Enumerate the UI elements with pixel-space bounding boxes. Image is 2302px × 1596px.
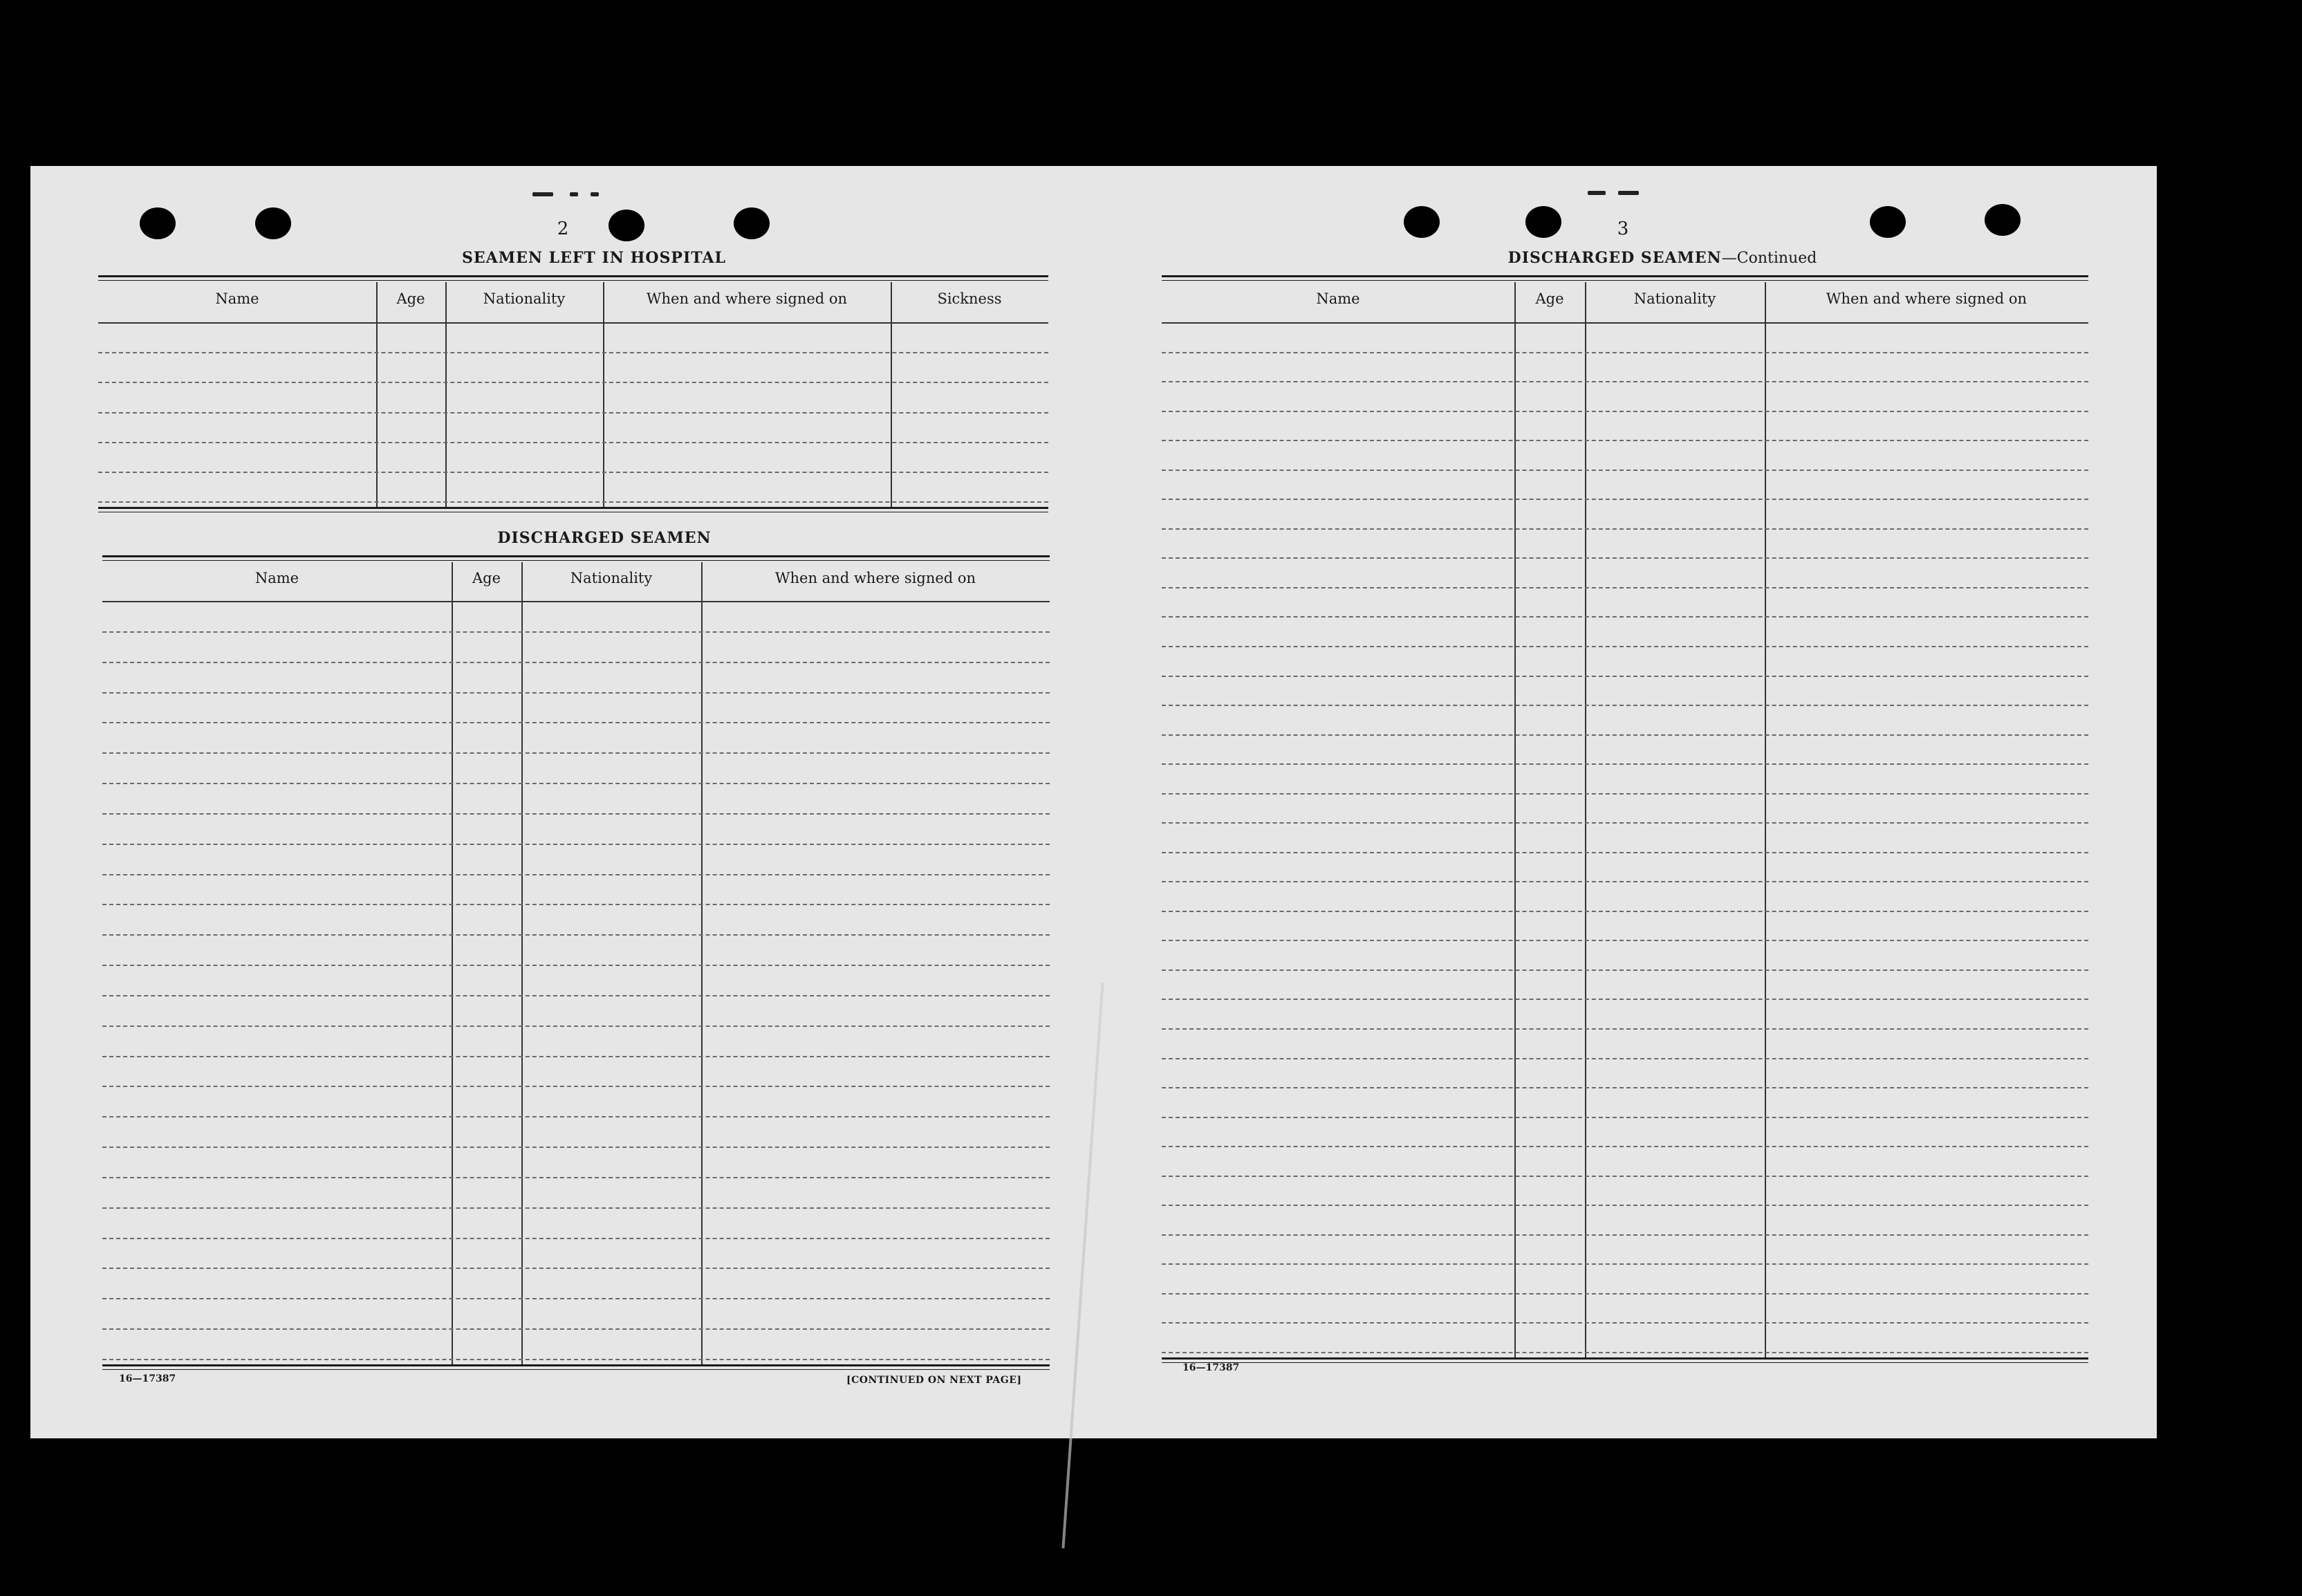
table-row xyxy=(1162,1146,2088,1147)
table-row xyxy=(102,783,1050,784)
table-row xyxy=(98,382,1048,383)
table-row xyxy=(1162,1058,2088,1059)
table-row xyxy=(1162,1293,2088,1295)
discharged-continued-title xyxy=(1427,249,1897,267)
table-row xyxy=(1162,499,2088,500)
page-number-left: 2 xyxy=(557,219,569,239)
table-row xyxy=(1162,1117,2088,1118)
table-row xyxy=(102,1328,1050,1330)
table-row xyxy=(102,1268,1050,1269)
ledger-sheet xyxy=(30,166,2157,1438)
table-row xyxy=(102,995,1050,996)
discharged-continued-table xyxy=(1162,275,2088,1357)
column-header: Age xyxy=(1535,290,1564,307)
column-divider xyxy=(521,562,523,1364)
column-header: When and where signed on xyxy=(774,570,976,586)
print-mark xyxy=(532,192,553,196)
table-bottom-rule xyxy=(98,507,1048,509)
table-row xyxy=(1162,1322,2088,1324)
hospital-table xyxy=(98,275,1048,507)
column-header: Nationality xyxy=(483,290,566,307)
print-mark xyxy=(570,192,578,196)
continued-note: [CONTINUED ON NEXT PAGE] xyxy=(846,1375,1022,1386)
table-row xyxy=(102,1359,1050,1360)
table-row xyxy=(1162,616,2088,618)
section-title-text: DISCHARGED SEAMEN xyxy=(1507,249,1722,267)
table-row xyxy=(1162,587,2088,588)
table-top-rule xyxy=(102,555,1050,557)
punch-hole xyxy=(1525,206,1561,238)
table-row xyxy=(102,1177,1050,1178)
table-row xyxy=(98,352,1048,353)
column-divider xyxy=(701,562,703,1364)
table-row xyxy=(1162,646,2088,647)
punch-hole xyxy=(734,207,770,239)
table-row xyxy=(102,1086,1050,1087)
form-code-right: 16—17387 xyxy=(1182,1362,1240,1373)
column-header: When and where signed on xyxy=(646,290,848,307)
table-row xyxy=(1162,352,2088,353)
table-row xyxy=(1162,1263,2088,1265)
column-divider xyxy=(452,562,453,1364)
table-row xyxy=(102,1298,1050,1299)
table-row xyxy=(102,1207,1050,1209)
table-row xyxy=(102,1026,1050,1027)
table-top-rule xyxy=(1162,275,2088,277)
form-code-left: 16—17387 xyxy=(119,1373,176,1384)
table-row xyxy=(98,412,1048,414)
print-mark xyxy=(591,192,599,196)
table-row xyxy=(1162,822,2088,824)
discharged-table xyxy=(102,555,1050,1364)
table-row xyxy=(1162,734,2088,736)
section-title-suffix: —Continued xyxy=(1721,250,1817,267)
table-row xyxy=(1162,763,2088,765)
column-header: Name xyxy=(1316,290,1360,307)
column-header: Age xyxy=(472,570,501,586)
table-row xyxy=(102,692,1050,694)
table-row xyxy=(1162,676,2088,677)
table-row xyxy=(102,965,1050,966)
column-divider xyxy=(445,282,447,507)
column-divider xyxy=(376,282,378,507)
table-row xyxy=(1162,470,2088,471)
column-header: Age xyxy=(396,290,425,307)
column-divider xyxy=(1585,282,1586,1357)
table-header-rule xyxy=(102,601,1050,602)
column-header: Name xyxy=(254,570,299,586)
column-header: Name xyxy=(215,290,259,307)
column-header: Nationality xyxy=(570,570,653,586)
table-row xyxy=(1162,705,2088,706)
table-row xyxy=(102,1147,1050,1148)
punch-hole xyxy=(1985,204,2021,236)
column-divider xyxy=(1514,282,1516,1357)
punch-hole xyxy=(140,207,176,239)
table-row xyxy=(1162,528,2088,530)
column-header: When and where signed on xyxy=(1826,290,2027,307)
table-top-rule xyxy=(98,275,1048,277)
table-row xyxy=(1162,852,2088,853)
table-row xyxy=(1162,1352,2088,1353)
table-row xyxy=(102,844,1050,845)
table-row xyxy=(1162,1234,2088,1236)
table-row xyxy=(1162,411,2088,412)
table-row xyxy=(1162,911,2088,912)
table-bottom-rule xyxy=(1162,1357,2088,1360)
table-row xyxy=(1162,793,2088,795)
table-row xyxy=(1162,440,2088,441)
punch-hole xyxy=(1870,206,1906,238)
table-bottom-rule xyxy=(102,1364,1050,1366)
punch-hole xyxy=(609,210,644,241)
print-mark xyxy=(1618,191,1639,195)
table-row xyxy=(102,722,1050,723)
page-number-right: 3 xyxy=(1617,219,1629,239)
table-row xyxy=(1162,1176,2088,1177)
table-row xyxy=(98,501,1048,503)
discharged-section-title: DISCHARGED SEAMEN xyxy=(497,529,712,547)
table-row xyxy=(1162,999,2088,1000)
table-row xyxy=(102,1238,1050,1239)
table-row xyxy=(1162,1205,2088,1206)
table-header-rule xyxy=(1162,322,2088,324)
table-row xyxy=(1162,381,2088,382)
table-row xyxy=(102,662,1050,663)
table-row xyxy=(102,874,1050,875)
table-row xyxy=(102,904,1050,905)
column-header: Nationality xyxy=(1633,290,1716,307)
punch-hole xyxy=(255,207,291,239)
table-row xyxy=(1162,1028,2088,1030)
table-row xyxy=(102,813,1050,815)
table-row xyxy=(1162,940,2088,941)
table-row xyxy=(102,1056,1050,1057)
print-mark xyxy=(1588,191,1606,195)
table-row xyxy=(1162,1087,2088,1088)
table-row xyxy=(1162,881,2088,882)
table-row xyxy=(102,1116,1050,1117)
page-fold xyxy=(1061,983,1104,1548)
column-divider xyxy=(603,282,604,507)
table-row xyxy=(102,752,1050,754)
table-row xyxy=(102,934,1050,936)
hospital-section-title: SEAMEN LEFT IN HOSPITAL xyxy=(462,249,726,267)
table-row xyxy=(98,442,1048,443)
column-divider xyxy=(891,282,892,507)
column-divider xyxy=(1765,282,1766,1357)
table-row xyxy=(1162,969,2088,971)
table-header-rule xyxy=(98,322,1048,324)
table-row xyxy=(1162,557,2088,559)
table-row xyxy=(102,631,1050,633)
column-header: Sickness xyxy=(937,290,1002,307)
table-row xyxy=(98,472,1048,473)
punch-hole xyxy=(1404,206,1440,238)
